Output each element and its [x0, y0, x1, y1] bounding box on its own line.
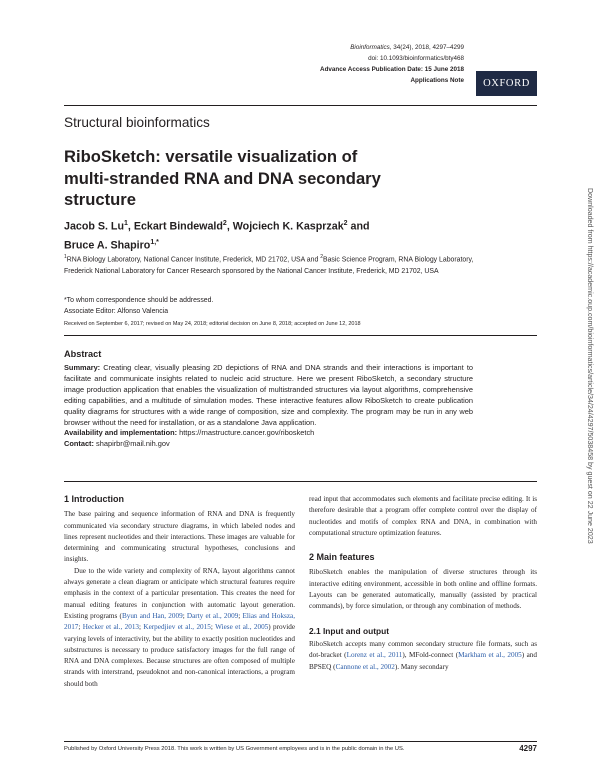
- abstract-heading: Abstract: [64, 349, 102, 359]
- affiliations: [64, 251, 476, 278]
- section-heading-introduction: 1 Introduction: [64, 494, 124, 504]
- download-side-note: [584, 188, 596, 768]
- license-statement: Published by Oxford University Press 2018. This work is written by US Government employees and is in the public domain in the US.: [64, 746, 405, 752]
- author-name[interactable]: Bruce A. Shapiro: [64, 239, 151, 252]
- download-side-note-text: Downloaded from https://academic.oup.com/bioinformatics/article/34/24/4297/5038458 by guest on 22 June 2023: [586, 188, 594, 544]
- citation-link[interactable]: Elias and Hoksza, 2017: [64, 611, 296, 632]
- paragraph: RiboSketch accepts many common secondary structure file formats, such as dot-bracket (Lorenz et al., 2011), MFold-connect (Markham et al., 2005) and BPSEQ (Cannone et al., 2002). Many secondary: [309, 639, 537, 671]
- doi-line[interactable]: doi: 10.1093/bioinformatics/bty468: [368, 55, 464, 62]
- page-number: 4297: [519, 744, 537, 753]
- citation-link[interactable]: Darty et al., 2009: [186, 611, 239, 620]
- paragraph: read input that accommodates such elements and facilitate precise editing. It is therefore desirable that a program offer complete control over the display of nucleotides and motifs of complex RNA and DNA, in combination with computational structure optimization features.: [309, 495, 537, 537]
- abstract-bottom-divider: [64, 481, 537, 482]
- section-heading-main-features: 2 Main features: [309, 552, 375, 563]
- paragraph: The base pairing and sequence information of RNA and DNA is frequently communicated via secondary structure diagrams, in which labeled nodes and lines represent nucleotides and their interactions. These images are valuable for determining and communicating structural hypotheses, conclusions and insights.: [64, 510, 295, 564]
- affiliation-number: 2: [320, 254, 323, 260]
- corresponding-star: *: [156, 238, 159, 246]
- abstract-body: [64, 363, 473, 450]
- citation-link[interactable]: Cannone et al., 2002: [335, 662, 395, 671]
- availability-url[interactable]: https://rnastructure.cancer.gov/ribosketch: [177, 428, 315, 438]
- article-type: Applications Note: [410, 77, 464, 84]
- citation-link[interactable]: Lorenz et al., 2011: [346, 651, 403, 660]
- received-dates: Received on September 6, 2017; revised on May 24, 2018; editorial decision on June 8, 2018; accepted on June 12, 2018: [64, 321, 361, 327]
- affiliation-number: 1: [64, 254, 67, 260]
- journal-name: Bioinformatics: [350, 44, 390, 51]
- abstract-top-divider: [64, 335, 537, 336]
- header-divider: [64, 105, 537, 106]
- journal-citation: [350, 43, 464, 53]
- section-label: Structural bioinformatics: [64, 115, 210, 130]
- affiliation-marker: 2: [222, 220, 227, 227]
- author-conjunction: and: [347, 220, 370, 233]
- citation-link[interactable]: Hecker et al., 2013: [82, 623, 140, 632]
- article-title: RiboSketch: versatile visualization of multi-stranded RNA and DNA secondary structure: [64, 147, 381, 209]
- advance-access-date: Advance Access Publication Date: 15 June 2018: [320, 66, 464, 73]
- affiliation-marker: 1: [123, 220, 128, 227]
- paragraph: RiboSketch enables the manipulation of diverse structures through its interactive editing environment, accessible in both online and offline formats. Layouts can be generated automatically, manually (assisted by practical commands), by force simulation, or through any combination of methods.: [309, 568, 537, 611]
- author-name[interactable]: , Wojciech K. Kasprzak: [226, 220, 344, 233]
- left-column: [64, 494, 295, 690]
- right-column: [309, 494, 537, 673]
- subsection-heading-input-output: 2.1 Input and output: [309, 625, 390, 636]
- citation-link[interactable]: Wiese et al., 2005: [215, 623, 269, 632]
- summary-label: Summary:: [64, 363, 101, 372]
- citation-link[interactable]: Markham et al., 2005: [458, 651, 522, 660]
- author-name[interactable]: , Eckart Bindewald: [127, 220, 223, 233]
- oxford-logo: OXFORD: [476, 71, 537, 96]
- author-list: [64, 216, 424, 253]
- associate-editor: Associate Editor: Alfonso Valencia: [64, 308, 169, 315]
- citation-link[interactable]: Byun and Han, 2009: [121, 611, 183, 620]
- correspondence-note: *To whom correspondence should be addressed.: [64, 297, 214, 304]
- author-name[interactable]: Jacob S. Lu: [64, 220, 124, 233]
- affiliation-marker: 1,*: [150, 238, 159, 246]
- contact-label: Contact:: [64, 439, 94, 449]
- affiliation-text: Basic Science Program, RNA Biology Laboratory, Frederick National Laboratory for Cancer Research sponsored by the National Cancer Institute, Frederick, MD 21702, USA: [64, 256, 474, 276]
- contact-email[interactable]: shapirbr@mail.nih.gov: [93, 439, 170, 449]
- affiliation-text: RNA Biology Laboratory, National Cancer Institute, Frederick, MD 21702, USA and: [66, 256, 321, 264]
- footer-divider: [64, 741, 537, 742]
- availability-label: Availability and implementation:: [64, 428, 178, 438]
- paragraph: Due to the wide variety and complexity of RNA, layout algorithms cannot always generate a clean diagram or anticipate which structural features require emphasis in the context of a particular presentation. This creates the need for manual editing features in conjunction with automatic layout generation. Existing programs (Byun and Han, 2009; Darty et al., 2009; Elias and Hoksza, 2017; Hecker et al., 2013; Kerpedjiev et al., 2015; Wiese et al., 2005) provide varying levels of interactivity, but the ability to exactly position nucleotides and substructures is necessary to produce satisfactory images for the full range of RNA and DNA complexes. Because structures are often composed of multiple strands with interstrand, pseudoknot and non-canonical interactions, a program should both: [64, 566, 296, 688]
- summary-text: Creating clear, visually pleasing 2D depictions of RNA and DNA strands and their interactions is important to facilitate and communicate insights related to nucleic acid structure. Here we present RiboSketch, a secondary structure image production application that enables the visualization of multistranded structures via layout algorithms, comprehensive editing capabilities, and a multitude of simulation modes. These interactive features allow RiboSketch to create publication quality diagrams for structures with a wide range of composition, size and complexity. The program may be run in any web browser without the need for installation, or as a standalone Java application.: [64, 363, 473, 427]
- journal-issue: , 34(24), 2018, 4297–4299: [389, 44, 464, 51]
- citation-link[interactable]: Kerpedjiev et al., 2015: [143, 623, 211, 632]
- affiliation-marker: 2: [343, 220, 348, 227]
